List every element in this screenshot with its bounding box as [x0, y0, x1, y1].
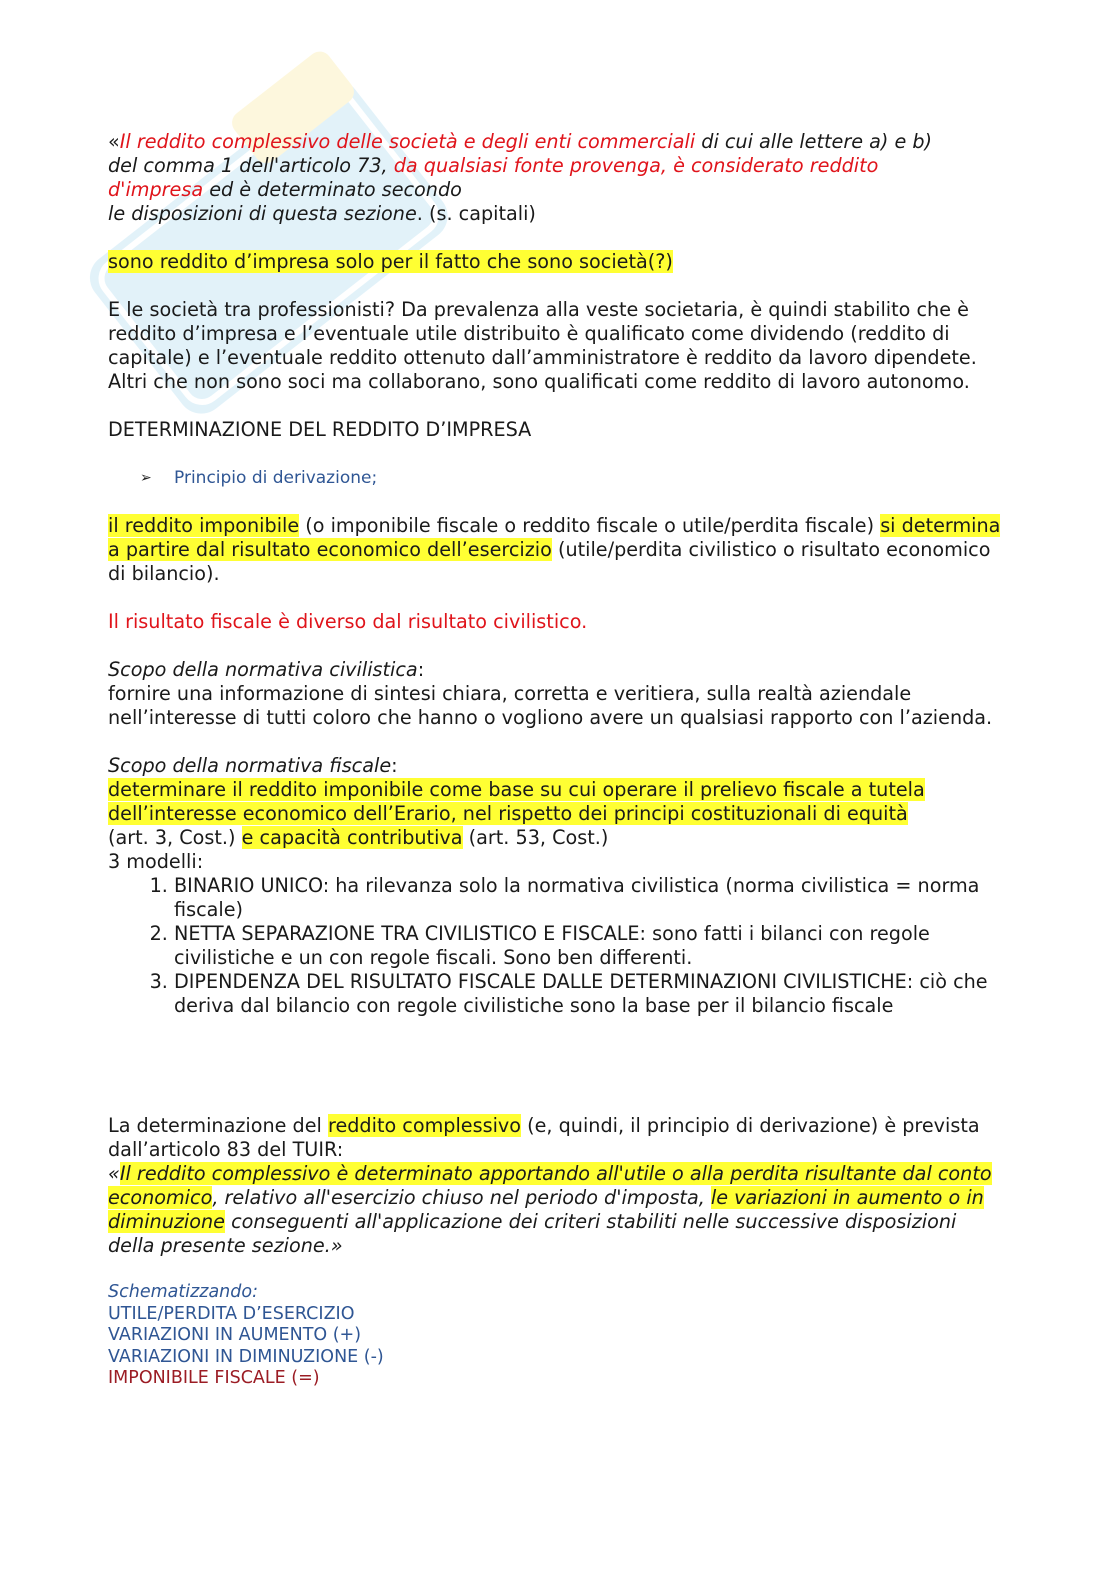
- list-item: 2. NETTA SEPARAZIONE TRA CIVILISTICO E FISCALE: sono fatti i bilanci con regole civilistiche e un con regole fiscali. Sono ben differenti.: [174, 922, 1008, 970]
- document-page: [108, 130, 1008, 1390]
- modelli-list: [108, 874, 1008, 1018]
- civilistica-text: fornire una informazione di sintesi chiara, corretta e veritiera, sulla realtà aziendale nell’interesse di tutti coloro che hanno o vogliono avere un qualsiasi rapporto con l’azienda.: [108, 682, 993, 729]
- paragraph-imponibile: il reddito imponibile (o imponibile fiscale o reddito fiscale o utile/perdita fiscale) si determina a partire dal risultato economico dell’esercizio (utile/perdita civilistico o risultato economico di bilancio).: [108, 514, 1001, 585]
- fiscale-text: determinare il reddito imponibile come base su cui operare il prelievo fiscale a tutela dell’interesse economico dell’Erario, nel rispetto dei principi costituzionali di equità (art. 3, Cost.) e capacità contributiva (art. 53, Cost.): [108, 778, 925, 849]
- arrow-bullet-icon: ➢: [140, 470, 152, 486]
- paragraph-professionisti: E le società tra professionisti? Da prevalenza alla veste societaria, è quindi stabilito che è reddito d’impresa e l’eventuale utile distribuito è qualificato come dividendo (reddito di capitale) e l’eventuale reddito ottenuto dall’amministratore è reddito da lavoro dipendete. Altri che non sono soci ma collaborano, sono qualificati come reddito di lavoro autonomo.: [108, 298, 977, 393]
- bullet-label: Principio di derivazione;: [174, 468, 378, 488]
- schema-block: [108, 1282, 1008, 1390]
- list-item: 3. DIPENDENZA DEL RISULTATO FISCALE DALLE DETERMINAZIONI CIVILISTICHE: ciò che deriva dal bilancio con regole civilistiche sono la base per il bilancio fiscale: [174, 970, 1008, 1018]
- paragraph-art83: La determinazione del reddito complessivo (e, quindi, il principio di derivazione) è prevista dall’articolo 83 del TUIR:: [108, 1114, 980, 1161]
- bullet-item: [140, 466, 1008, 490]
- section-heading: DETERMINAZIONE DEL REDDITO D’IMPRESA: [108, 418, 532, 441]
- civilistica-title: Scopo della normativa civilistica:: [108, 658, 425, 681]
- schema-line: VARIAZIONI IN DIMINUZIONE (-): [108, 1346, 384, 1367]
- quote-tuir-83: «Il reddito complessivo è determinato apportando all'utile o alla perdita risultante dal conto economico, relativo all'esercizio chiuso nel periodo d'imposta, le variazioni in aumento o in diminuzione conseguenti all'applicazione dei criteri stabiliti nelle successive disposizioni della presente sezione.»: [108, 1162, 992, 1257]
- schema-line: VARIAZIONI IN AUMENTO (+): [108, 1325, 362, 1345]
- schema-result: IMPONIBILE FISCALE (=): [108, 1368, 320, 1388]
- red-statement: Il risultato fiscale è diverso dal risultato civilistico.: [108, 610, 588, 633]
- list-item: 1. BINARIO UNICO: ha rilevanza solo la normativa civilistica (norma civilistica = norma fiscale): [174, 874, 1008, 922]
- schema-title: Schematizzando:: [108, 1282, 258, 1302]
- fiscale-title: Scopo della normativa fiscale:: [108, 754, 398, 777]
- quote-tuir-73: «Il reddito complessivo delle società e degli enti commerciali di cui alle lettere a) e b) del comma 1 dell'articolo 73, da qualsiasi fonte provenga, è considerato reddito d'impresa ed è determinato secondo le disposizioni di questa sezione. (s. capitali): [108, 130, 933, 225]
- schema-line: UTILE/PERDITA D’ESERCIZIO: [108, 1303, 355, 1324]
- highlighted-question: sono reddito d’impresa solo per il fatto che sono società(?): [108, 250, 673, 273]
- modelli-label: 3 modelli:: [108, 850, 204, 873]
